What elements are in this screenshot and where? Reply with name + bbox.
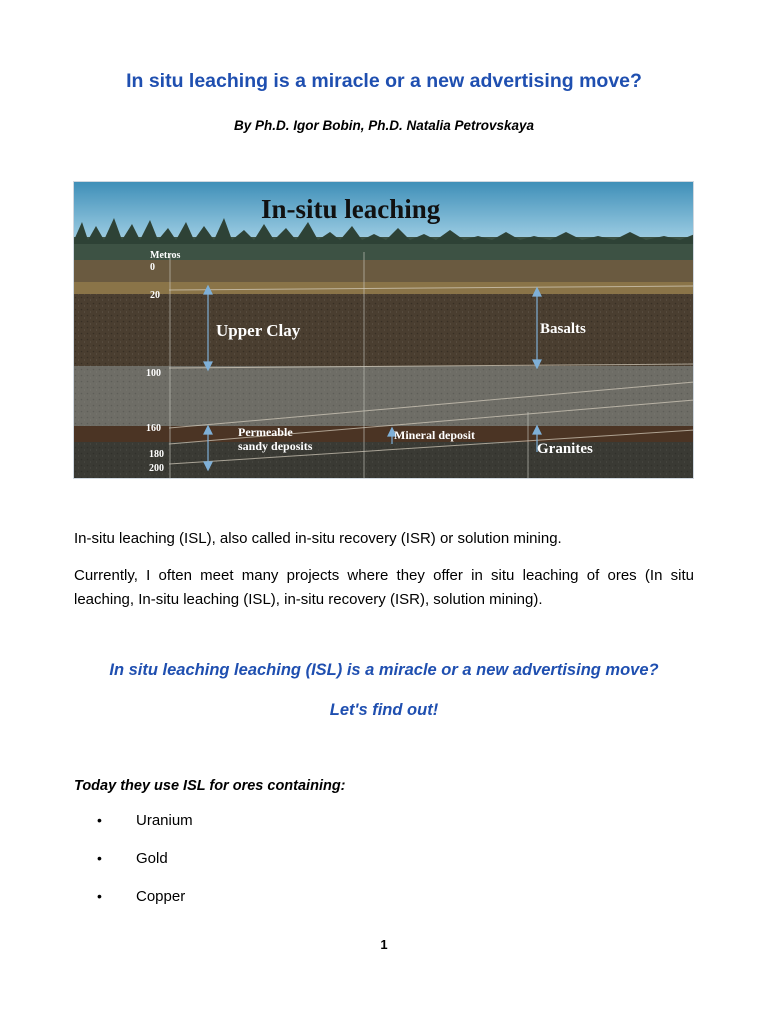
paragraph-intro: In-situ leaching (ISL), also called in-situ recovery (ISR) or solution mining.: [74, 530, 562, 547]
bullet-icon: •: [97, 812, 102, 828]
figure-heading: In-situ leaching: [261, 194, 441, 224]
list-item-label: Uranium: [136, 812, 193, 829]
depth-label-180: 180: [149, 449, 164, 460]
subheading-question: In situ leaching leaching (ISL) is a miracle or a new advertising move?: [109, 661, 659, 679]
list-item: [0, 850, 400, 874]
list-item: [0, 812, 400, 836]
list-intro: Today they use ISL for ores containing:: [74, 778, 346, 794]
document-title: In situ leaching is a miracle or a new advertising move?: [126, 70, 642, 92]
page-number: 1: [380, 937, 388, 952]
in-situ-leaching-figure: [73, 181, 694, 479]
layer-label-granites: Granites: [537, 441, 593, 457]
depth-label-160: 160: [146, 423, 161, 434]
bullet-icon: •: [97, 888, 102, 904]
depth-label-20: 20: [150, 290, 160, 301]
paragraph-projects: Currently, I often meet many projects where they offer in situ leaching of ores (In situ leaching, In-situ leaching (ISL), in-situ recovery (ISR), solution mining).: [74, 567, 694, 608]
subheading-find-out: Let's find out!: [329, 701, 439, 719]
depth-label-0: 0: [150, 262, 155, 273]
list-item-label: Copper: [136, 888, 186, 905]
depth-label-100: 100: [146, 368, 161, 379]
layer-label-sandy-deposits: sandy deposits: [238, 439, 313, 453]
depth-label-200: 200: [149, 463, 164, 474]
geology-cross-section: [74, 182, 694, 479]
authors-line: By Ph.D. Igor Bobin, Ph.D. Natalia Petrovskaya: [233, 118, 535, 133]
list-item: [0, 888, 400, 912]
list-item-label: Gold: [136, 850, 168, 867]
layer-label-mineral-deposit: Mineral deposit: [394, 428, 475, 442]
layer-label-basalts: Basalts: [540, 321, 586, 337]
layer-label-upper-clay: Upper Clay: [216, 321, 301, 340]
layer-label-permeable: Permeable: [238, 425, 293, 439]
depth-unit-label: Metros: [150, 250, 181, 261]
bullet-icon: •: [97, 850, 102, 866]
